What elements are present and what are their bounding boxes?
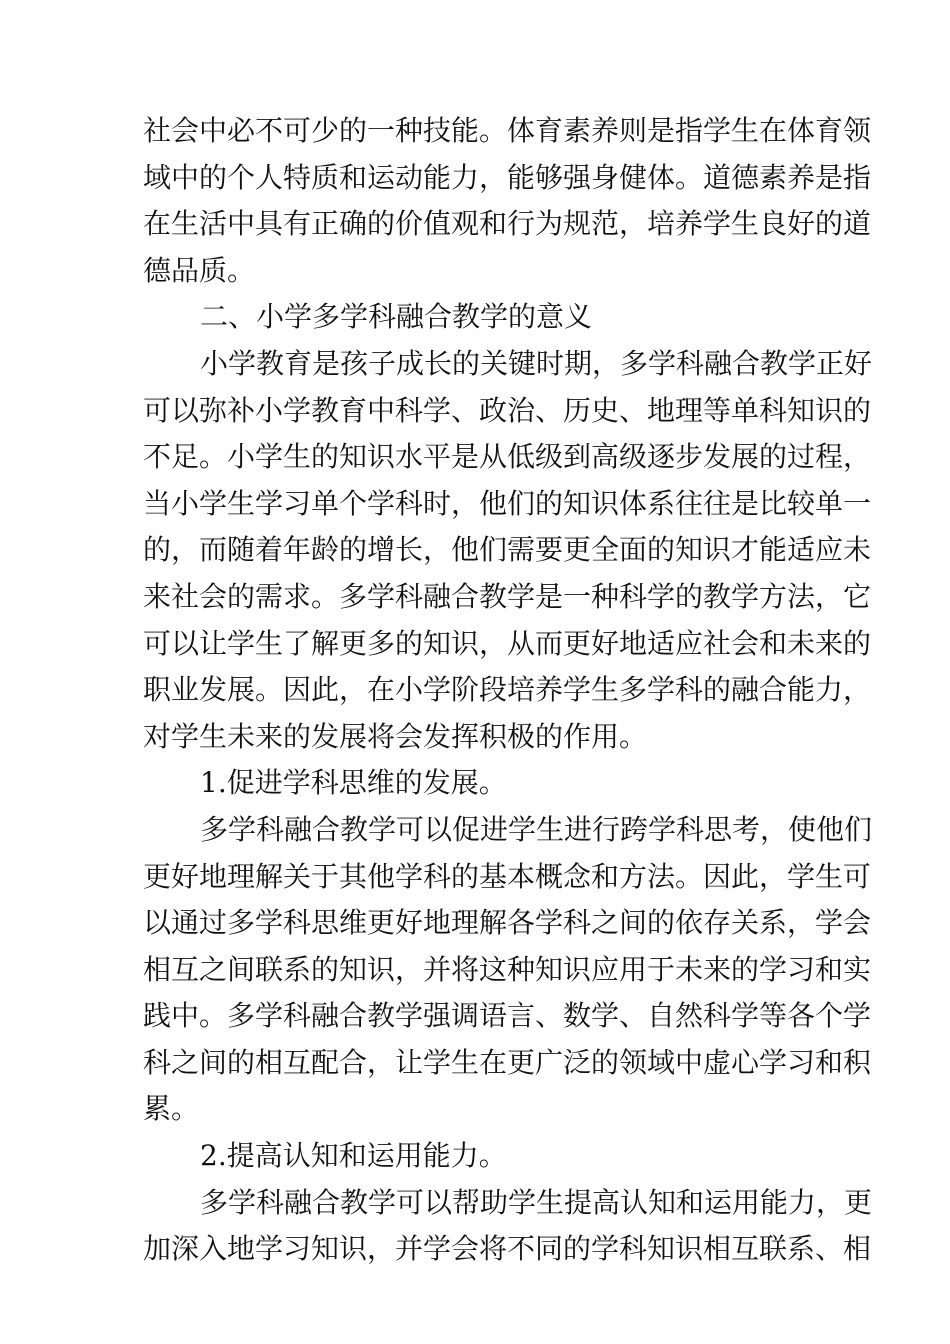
text-line: 践中。多学科融合教学强调语言、数学、自然科学等各个学 <box>143 999 872 1033</box>
text-line: 的，而随着年龄的增长，他们需要更全面的知识才能适应未 <box>143 533 872 567</box>
paragraph-first-line: 小学教育是孩子成长的关键时期，多学科融合教学正好 <box>200 346 873 380</box>
text-line: 可以让学生了解更多的知识，从而更好地适应社会和未来的 <box>143 626 872 660</box>
text-line: 域中的个人特质和运动能力，能够强身健体。道德素养是指 <box>143 160 872 194</box>
text-line: 以通过多学科思维更好地理解各学科之间的依存关系，学会 <box>143 906 872 940</box>
text-line: 加深入地学习知识，并学会将不同的学科知识相互联系、相 <box>143 1232 872 1266</box>
text-line: 相互之间联系的知识，并将这种知识应用于未来的学习和实 <box>143 952 872 986</box>
text-line: 来社会的需求。多学科融合教学是一种科学的教学方法，它 <box>143 579 872 613</box>
subsection-heading: 1.促进学科思维的发展。 <box>200 766 507 800</box>
text-line: 不足。小学生的知识水平是从低级到高级逐步发展的过程， <box>143 440 872 474</box>
paragraph-first-line: 多学科融合教学可以促进学生进行跨学科思考，使他们 <box>200 812 873 846</box>
subsection-heading: 2.提高认知和运用能力。 <box>200 1139 507 1173</box>
text-line: 在生活中具有正确的价值观和行为规范，培养学生良好的道 <box>143 207 872 241</box>
text-line: 累。 <box>143 1092 200 1126</box>
text-line: 德品质。 <box>143 253 256 287</box>
text-line: 可以弥补小学教育中科学、政治、历史、地理等单科知识的 <box>143 393 872 427</box>
text-line: 社会中必不可少的一种技能。体育素养则是指学生在体育领 <box>143 114 872 147</box>
text-line: 科之间的相互配合，让学生在更广泛的领域中虚心学习和积 <box>143 1045 872 1079</box>
document-body <box>143 108 873 1273</box>
paragraph-first-line: 多学科融合教学可以帮助学生提高认知和运用能力，更 <box>200 1185 873 1219</box>
text-line: 更好地理解关于其他学科的基本概念和方法。因此，学生可 <box>143 859 872 893</box>
text-line: 当小学生学习单个学科时，他们的知识体系往往是比较单一 <box>143 486 872 520</box>
text-line: 职业发展。因此，在小学阶段培养学生多学科的融合能力， <box>143 673 872 707</box>
section-heading: 二、小学多学科融合教学的意义 <box>200 300 593 334</box>
text-line: 对学生未来的发展将会发挥积极的作用。 <box>143 719 648 753</box>
